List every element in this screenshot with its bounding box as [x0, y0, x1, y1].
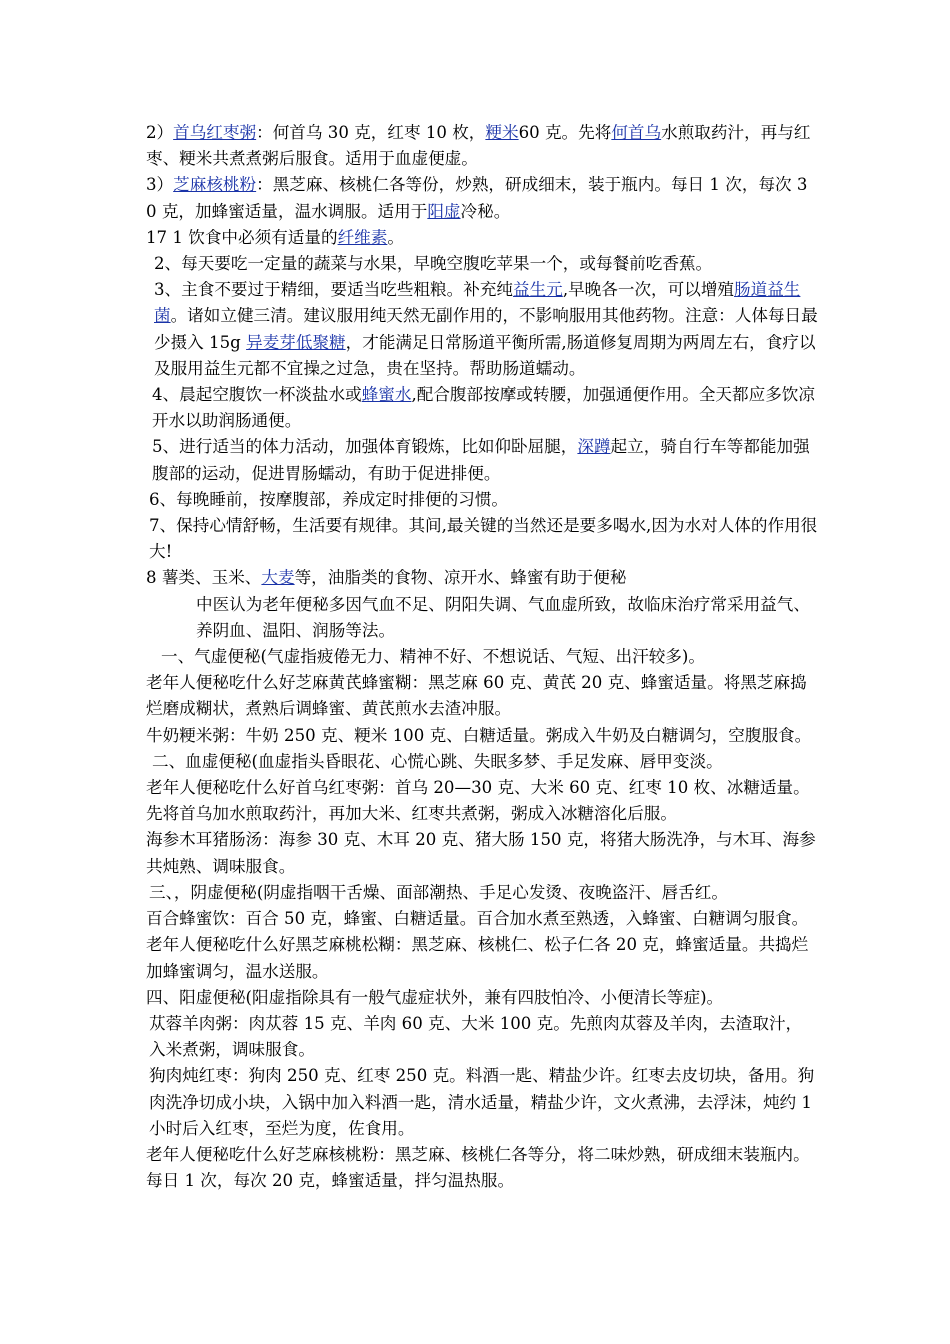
- document-body: [146, 120, 818, 1194]
- paragraph: [146, 277, 818, 382]
- text-run: 3、主食不要过于精细，要适当吃些粗粮。补充纯: [154, 280, 514, 300]
- hyperlink[interactable]: 阳虚: [427, 201, 461, 221]
- text-run: 5、进行适当的体力活动，加强体育锻炼，比如仰卧屈腿，: [152, 437, 578, 457]
- text-run: 狗肉炖红枣：狗肉 250 克、红枣 250 克。料酒一匙、精盐少许。红枣去皮切块，备用。狗肉洗净切成小块，入锅中加入料酒一匙，清水适量，精盐少许，文火煮沸，去浮沫，炖约 1 小时后入红枣，至烂为度，佐食用。: [149, 1066, 815, 1138]
- paragraph: [146, 644, 818, 670]
- paragraph: [146, 382, 818, 434]
- text-run: 7、保持心情舒畅，生活要有规律。其间,最关键的当然还是要多喝水,因为水对人体的作用很大!: [149, 516, 818, 562]
- paragraph: [146, 880, 818, 906]
- text-run: 60 克。先将: [518, 123, 612, 142]
- text-run: 老年人便秘吃什么好黑芝麻桃松糊：黑芝麻、核桃仁、松子仁各 20 克，蜂蜜适量。共捣烂加蜂蜜调匀，温水送服。: [146, 935, 809, 981]
- text-run: 3）: [146, 175, 174, 195]
- text-run: ，才能满足日常肠道平衡所需,肠道修复周期为两周左右，食疗以及服用益生元都不宜操之过急，贵在坚持。帮助肠道蠕动。: [154, 332, 816, 378]
- text-run: 4、晨起空腹饮一杯淡盐水或: [152, 385, 362, 405]
- text-run: 中医认为老年便秘多因气血不足、阴阳失调、气血虚所致，故临床治疗常采用益气、养阴血、温阳、润肠等法。: [196, 594, 810, 640]
- hyperlink[interactable]: 纤维素: [337, 227, 388, 247]
- text-run: 老年人便秘吃什么好芝麻核桃粉：黑芝麻、核桃仁各等分，将二味炒熟，研成细末装瓶内。每日 1 次，每次 20 克，蜂蜜适量，拌匀温热服。: [146, 1144, 810, 1191]
- paragraph: [146, 592, 818, 644]
- paragraph: [146, 985, 818, 1011]
- paragraph: [146, 120, 818, 172]
- text-run: 百合蜂蜜饮：百合 50 克，蜂蜜、白糖适量。百合加水煮至熟透，入蜂蜜、白糖调匀服食。: [146, 909, 809, 929]
- text-run: ：黑芝麻、核桃仁各等份，炒熟，研成细末，装于瓶内。每日 1 次，每次 30 克，加蜂蜜适量，温水调服。适用于: [146, 175, 808, 221]
- text-run: 一、气虚便秘(气虚指疲倦无力、精神不好、不想说话、气短、出汗较多)。: [161, 647, 705, 667]
- paragraph: [146, 513, 818, 565]
- hyperlink[interactable]: 大麦: [261, 568, 295, 588]
- paragraph: [146, 932, 818, 984]
- text-run: 2）: [146, 123, 174, 142]
- text-run: 海参木耳猪肠汤：海参 30 克、木耳 20 克、猪大肠 150 克，将猪大肠洗净，与木耳、海参共炖熟、调味服食。: [146, 830, 816, 876]
- text-run: 四、阳虚便秘(阳虚指除具有一般气虚症状外，兼有四肢怕冷、小便清长等症)。: [146, 987, 724, 1007]
- text-run: 6、每晚睡前，按摩腹部，养成定时排便的习惯。: [149, 489, 509, 509]
- text-run: ,早晚各一次，可以增殖: [562, 280, 735, 300]
- paragraph: [146, 827, 818, 879]
- paragraph: [146, 565, 818, 591]
- hyperlink[interactable]: 芝麻核桃粉: [173, 175, 257, 195]
- paragraph: [146, 723, 818, 749]
- paragraph: [146, 251, 818, 277]
- text-run: 苁蓉羊肉粥：肉苁蓉 15 克、羊肉 60 克、大米 100 克。先煎肉苁蓉及羊肉，去渣取汁，入米煮粥，调味服食。: [149, 1013, 803, 1060]
- hyperlink[interactable]: 深蹲: [577, 437, 611, 457]
- hyperlink[interactable]: 益生元: [513, 280, 563, 300]
- text-run: 冷秘。: [460, 201, 511, 221]
- paragraph: [146, 1011, 818, 1063]
- text-run: ,配合腹部按摩或转腰，加强通便作用。全天都应多饮凉开水以助润肠通便。: [152, 385, 815, 431]
- text-run: 2、每天要吃一定量的蔬菜与水果，早晚空腹吃苹果一个，或每餐前吃香蕉。: [154, 254, 713, 274]
- text-run: 老年人便秘吃什么好首乌红枣粥：首乌 20—30 克、大米 60 克、红枣 10 枚、冰糖适量。先将首乌加水煎取药汁，再加大米、红枣共煮粥，粥成入冰糖溶化后服。: [146, 778, 810, 824]
- text-run: 等，油脂类的食物、凉开水、蜂蜜有助于便秘: [294, 568, 627, 588]
- paragraph: [146, 487, 818, 513]
- paragraph: [146, 172, 818, 224]
- hyperlink[interactable]: 首乌红枣粥: [173, 123, 257, 142]
- text-run: 牛奶粳米粥：牛奶 250 克、粳米 100 克、白糖适量。粥成入牛奶及白糖调匀，空腹服食。: [146, 725, 812, 745]
- hyperlink[interactable]: 蜂蜜水: [361, 385, 412, 405]
- text-run: ：何首乌 30 克，红枣 10 枚，: [256, 123, 486, 142]
- paragraph: [146, 225, 818, 251]
- paragraph: [146, 1063, 818, 1142]
- paragraph: [146, 749, 818, 775]
- text-run: 二、血虚便秘(血虚指头昏眼花、心慌心跳、失眠多梦、手足发麻、唇甲变淡。: [152, 751, 723, 771]
- paragraph: [146, 434, 818, 486]
- text-run: 。诸如立健三清。建议服用纯天然无副作用的，不影响服用其他药物。注意：人体每日最少摄入 15g: [154, 306, 818, 352]
- paragraph: [146, 775, 818, 827]
- hyperlink[interactable]: 异麦芽低聚糖: [246, 332, 346, 352]
- text-run: 水煎取药汁，再与红枣、粳米共煮煮粥后服食。适用于血虚便虚。: [146, 123, 811, 169]
- hyperlink[interactable]: 粳米: [485, 123, 519, 142]
- paragraph: [146, 1142, 818, 1194]
- text-run: 8 薯类、玉米、: [146, 568, 262, 588]
- hyperlink[interactable]: 何首乌: [611, 123, 662, 142]
- paragraph: [146, 906, 818, 932]
- hyperlink[interactable]: 肠道益生菌: [154, 280, 801, 326]
- paragraph: [146, 670, 818, 722]
- text-run: 。: [387, 227, 404, 247]
- text-run: 起立，骑自行车等都能加强腹部的运动，促进胃肠蠕动，有助于促进排便。: [152, 437, 810, 483]
- text-run: 17 1 饮食中必须有适量的: [146, 227, 338, 247]
- text-run: 三、，阴虚便秘(阴虚指咽干舌燥、面部潮热、手足心发烫、夜晚盗汗、唇舌红。: [149, 882, 728, 902]
- text-run: 老年人便秘吃什么好芝麻黄芪蜂蜜糊：黑芝麻 60 克、黄芪 20 克、蜂蜜适量。将黑芝麻捣烂磨成糊状，煮熟后调蜂蜜、黄芪煎水去渣冲服。: [146, 673, 807, 719]
